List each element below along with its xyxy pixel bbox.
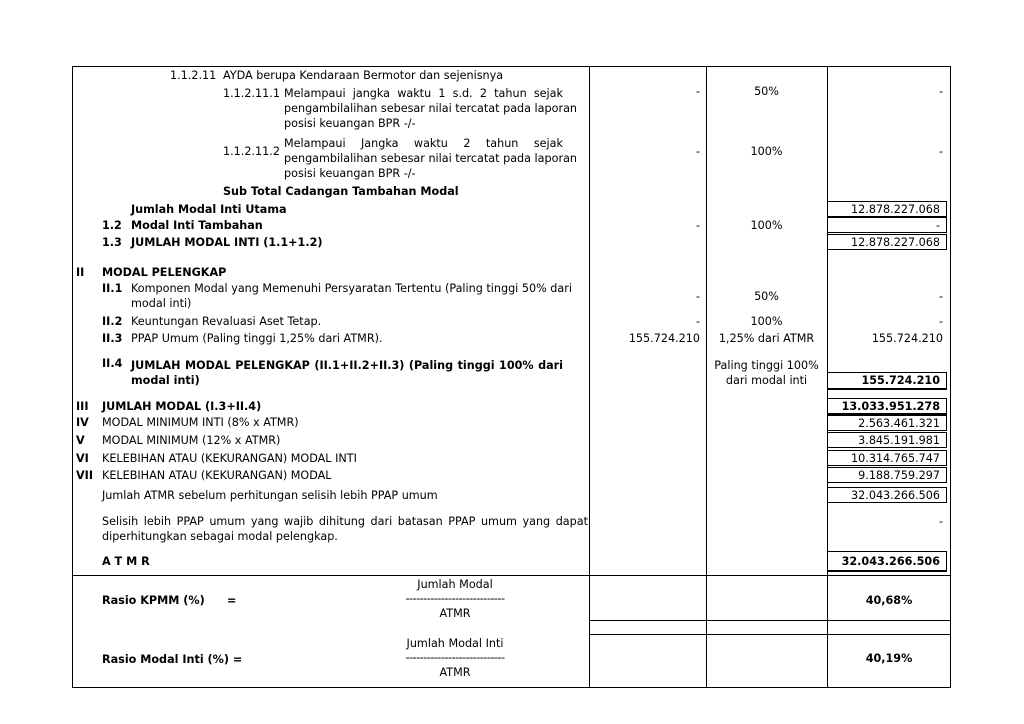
row-label-line: Selisih lebih PPAP umum yang wajib dihitung dari batasan PPAP umum yang dapat bbox=[102, 515, 588, 528]
cell-value: 155.724.210 bbox=[628, 332, 700, 345]
ratio-row-line-2 bbox=[589, 634, 951, 635]
atmr-label: A T M R bbox=[102, 555, 150, 568]
ratio-divider: ---------------------------- bbox=[405, 651, 505, 664]
row-label: JUMLAH MODAL INTI (1.1+1.2) bbox=[131, 236, 323, 249]
row-label-line: JUMLAH MODAL PELENGKAP (II.1+II.2+II.3) (Paling tinggi 100% dari bbox=[131, 359, 563, 372]
cell-percent: 1,25% dari ATMR bbox=[718, 332, 815, 345]
cell-value: - bbox=[695, 290, 700, 303]
section-label: MODAL MINIMUM INTI (8% x ATMR) bbox=[102, 416, 299, 429]
cell-percent: 50% bbox=[754, 290, 779, 303]
cell-note: Paling tinggi 100% bbox=[714, 359, 819, 372]
ratio-numerator: Jumlah Modal bbox=[417, 578, 493, 591]
row-num: 1.1.2.11.2 bbox=[223, 145, 280, 158]
subtotal-label: Sub Total Cadangan Tambahan Modal bbox=[223, 185, 459, 198]
row-label: PPAP Umum (Paling tinggi 1,25% dari ATMR). bbox=[131, 332, 383, 345]
cell-value: - bbox=[695, 315, 700, 328]
cell-amount: - bbox=[938, 290, 943, 303]
section-num: V bbox=[76, 434, 85, 447]
cell-amount: - bbox=[938, 145, 943, 158]
row-num: II.3 bbox=[102, 332, 123, 345]
row-label: AYDA berupa Kendaraan Bermotor dan sejenisnya bbox=[223, 69, 504, 82]
section-num: III bbox=[76, 400, 89, 413]
cell-value: - bbox=[695, 219, 700, 232]
ratio-value: 40,19% bbox=[865, 652, 913, 665]
row-num: 1.2 bbox=[102, 219, 122, 232]
amount-box: 32.043.266.506 bbox=[827, 487, 947, 503]
ratio-row-line-1 bbox=[589, 620, 951, 621]
section-num: VII bbox=[76, 469, 93, 482]
cell-percent: 100% bbox=[750, 315, 783, 328]
amount-box: 155.724.210 bbox=[827, 372, 947, 390]
section-label: KELEBIHAN ATAU (KEKURANGAN) MODAL bbox=[102, 469, 332, 482]
row-label-line: posisi keuangan BPR -/- bbox=[284, 167, 416, 180]
amount-box: 9.188.759.297 bbox=[827, 467, 947, 483]
row-label-line: modal inti) bbox=[131, 297, 192, 310]
cell-note: dari modal inti bbox=[725, 374, 808, 387]
cell-value: - bbox=[695, 85, 700, 98]
section-label: MODAL MINIMUM (12% x ATMR) bbox=[102, 434, 281, 447]
amount-box: 13.033.951.278 bbox=[827, 398, 947, 415]
amount-box: 3.845.191.981 bbox=[827, 432, 947, 448]
ratio-equals: = bbox=[227, 594, 237, 607]
ratio-numerator: Jumlah Modal Inti bbox=[406, 637, 504, 650]
ratio-value: 40,68% bbox=[865, 594, 913, 607]
amount-box: 12.878.227.068 bbox=[827, 234, 947, 250]
row-num: 1.1.2.11 bbox=[170, 69, 217, 82]
ratio-label: Rasio Modal Inti (%) = bbox=[102, 653, 243, 666]
row-label-line: pengambilalihan sebesar nilai tercatat pada laporan bbox=[284, 152, 578, 165]
row-label: Keuntungan Revaluasi Aset Tetap. bbox=[131, 315, 322, 328]
cell-amount: 155.724.210 bbox=[871, 332, 943, 345]
ratio-section-divider bbox=[72, 575, 951, 576]
row-num: II.1 bbox=[102, 282, 123, 295]
row-num: 1.3 bbox=[102, 236, 122, 249]
ratio-divider: ---------------------------- bbox=[405, 592, 505, 605]
cell-amount: - bbox=[938, 515, 943, 528]
section-label: KELEBIHAN ATAU (KEKURANGAN) MODAL INTI bbox=[102, 452, 357, 465]
ratio-denominator: ATMR bbox=[439, 607, 471, 620]
amount-box: 2.563.461.321 bbox=[827, 415, 947, 431]
ratio-denominator: ATMR bbox=[439, 666, 471, 679]
cell-percent: 50% bbox=[754, 85, 779, 98]
row-label-line: pengambilalihan sebesar nilai tercatat pada laporan bbox=[284, 102, 578, 115]
section-label: MODAL PELENGKAP bbox=[102, 266, 227, 279]
cell-amount: - bbox=[938, 315, 943, 328]
ratio-label: Rasio KPMM (%) bbox=[102, 594, 205, 607]
row-label-line: Komponen Modal yang Memenuhi Persyaratan Tertentu (Paling tinggi 50% dari bbox=[131, 282, 572, 295]
cell-value: - bbox=[695, 145, 700, 158]
row-num: 1.1.2.11.1 bbox=[223, 87, 280, 100]
row-label-line: modal inti) bbox=[131, 374, 200, 387]
row-label-line: Melampaui jangka waktu 1 s.d. 2 tahun sejak bbox=[284, 87, 563, 100]
amount-box: 32.043.266.506 bbox=[827, 551, 947, 572]
row-num: II.2 bbox=[102, 315, 123, 328]
row-label-line: posisi keuangan BPR -/- bbox=[284, 117, 416, 130]
section-num: VI bbox=[76, 452, 89, 465]
amount-box: 10.314.765.747 bbox=[827, 450, 947, 466]
row-num: II.4 bbox=[102, 357, 123, 370]
section-num: II bbox=[76, 266, 85, 279]
amount-box: - bbox=[827, 217, 947, 233]
section-label: JUMLAH MODAL (I.3+II.4) bbox=[102, 400, 262, 413]
column-divider-1 bbox=[589, 66, 590, 688]
row-label: Jumlah Modal Inti Utama bbox=[131, 203, 287, 216]
cell-percent: 100% bbox=[750, 219, 783, 232]
cell-percent: 100% bbox=[750, 145, 783, 158]
row-label-line: Melampaui Jangka waktu 2 tahun sejak bbox=[284, 137, 563, 150]
cell-amount: - bbox=[938, 85, 943, 98]
row-label: Modal Inti Tambahan bbox=[131, 219, 263, 232]
amount-box: 12.878.227.068 bbox=[827, 201, 947, 217]
row-label-line: diperhitungkan sebagai modal pelengkap. bbox=[102, 530, 338, 543]
row-label: Jumlah ATMR sebelum perhitungan selisih lebih PPAP umum bbox=[102, 489, 438, 502]
section-num: IV bbox=[76, 416, 89, 429]
